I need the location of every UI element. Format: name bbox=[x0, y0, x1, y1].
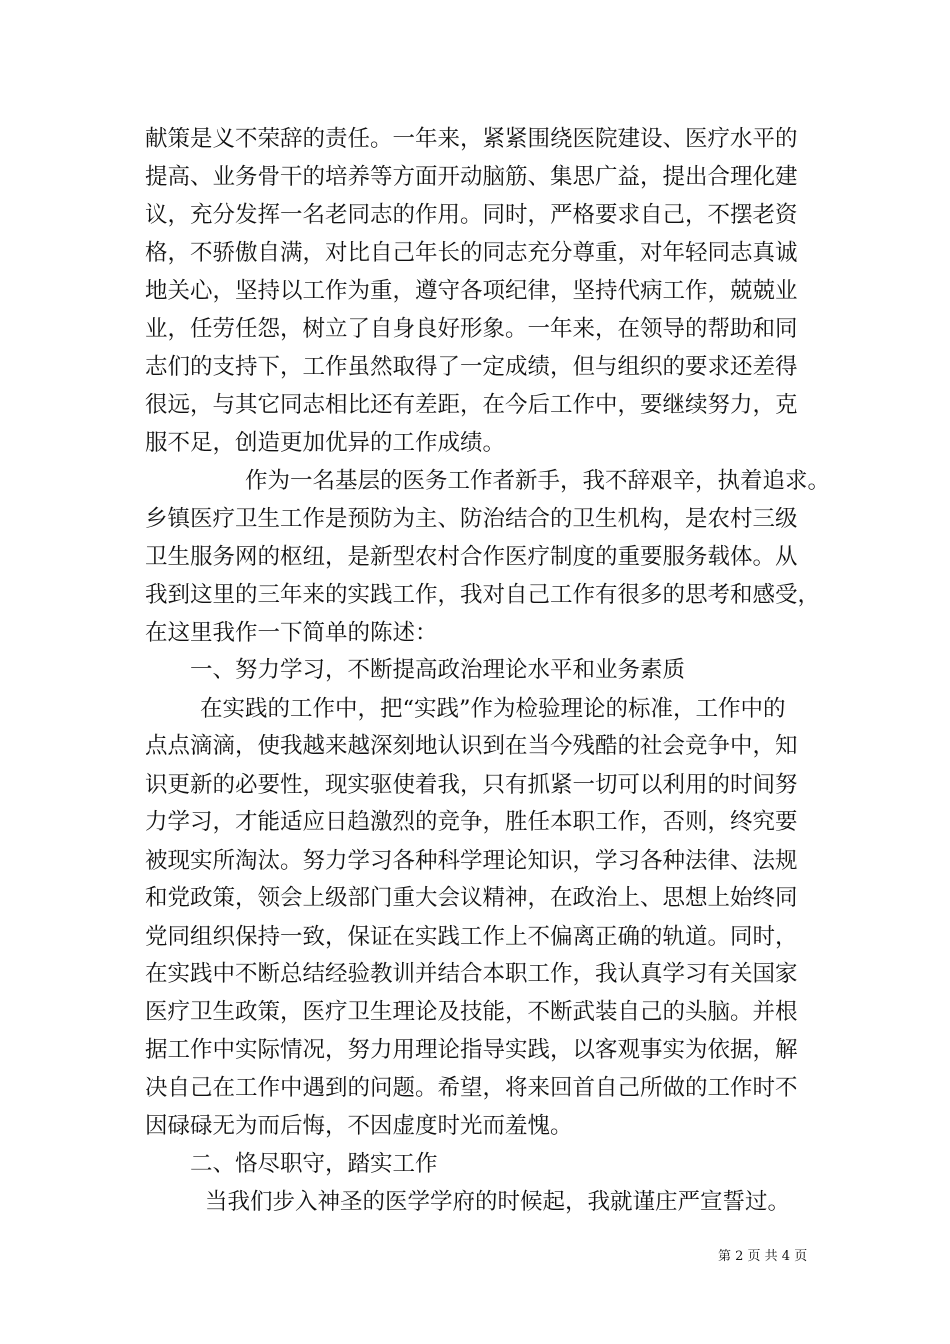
text-line: 地关心，坚持以工作为重，遵守各项纪律，坚持代病工作，兢兢业 bbox=[145, 277, 798, 304]
text-line: 我到这里的三年来的实践工作，我对自己工作有很多的思考和感受， bbox=[145, 581, 821, 608]
text-line: 因碌碌无为而后悔，不因虚度时光而羞愧。 bbox=[145, 1112, 573, 1139]
text-line: 作为一名基层的医务工作者新手，我不辞艰辛，执着追求。 bbox=[245, 468, 831, 495]
text-line: 识更新的必要性，现实驱使着我，只有抓紧一切可以利用的时间努 bbox=[145, 771, 798, 798]
text-line: 服不足，创造更加优异的工作成绩。 bbox=[145, 429, 506, 456]
text-line: 议，充分发挥一名老同志的作用。同时，严格要求自己，不摆老资 bbox=[145, 201, 798, 228]
text-line: 很远，与其它同志相比还有差距，在今后工作中，要继续努力，克 bbox=[145, 392, 798, 419]
text-line: 被现实所淘汰。努力学习各种科学理论知识，学习各种法律、法规 bbox=[145, 847, 798, 874]
text-line: 格，不骄傲自满，对比自己年长的同志充分尊重，对年轻同志真诚 bbox=[145, 240, 798, 267]
text-line: 在实践的工作中，把“实践”作为检验理论的标准，工作中的 bbox=[200, 695, 786, 722]
text-line: 据工作中实际情况，努力用理论指导实践，以客观事实为依据，解 bbox=[145, 1037, 798, 1063]
page-number: 第 2 页 共 4 页 bbox=[718, 1249, 808, 1264]
text-line: 在这里我作一下简单的陈述： bbox=[145, 619, 438, 646]
text-line: 点点滴滴，使我越来越深刻地认识到在当今残酷的社会竞争中，知 bbox=[145, 733, 798, 760]
text-line: 当我们步入神圣的医学学府的时候起，我就谨庄严宣誓过。 bbox=[205, 1188, 791, 1215]
text-line: 力学习，才能适应日趋激烈的竞争，胜任本职工作，否则，终究要 bbox=[145, 809, 798, 836]
text-line: 医疗卫生政策，医疗卫生理论及技能，不断武装自己的头脑。并根 bbox=[145, 999, 798, 1026]
text-line: 决自己在工作中遇到的问题。希望，将来回首自己所做的工作时不 bbox=[145, 1075, 798, 1102]
text-line: 志们的支持下，工作虽然取得了一定成绩，但与组织的要求还差得 bbox=[145, 353, 798, 380]
section-heading: 二、恪尽职守，踏实工作 bbox=[190, 1151, 438, 1178]
text-line: 在实践中不断总结经验教训并结合本职工作，我认真学习有关国家 bbox=[145, 961, 798, 988]
text-line: 乡镇医疗卫生工作是预防为主、防治结合的卫生机构，是农村三级 bbox=[145, 505, 798, 532]
text-line: 和党政策，领会上级部门重大会议精神，在政治上、思想上始终同 bbox=[145, 885, 798, 912]
text-line: 献策是义不荣辞的责任。一年来，紧紧围绕医院建设、医疗水平的 bbox=[145, 126, 798, 152]
text-line: 业，任劳任怨，树立了自身良好形象。一年来，在领导的帮助和同 bbox=[145, 316, 798, 343]
text-line: 党同组织保持一致，保证在实践工作上不偏离正确的轨道。同时， bbox=[145, 923, 798, 950]
text-line: 提高、业务骨干的培养等方面开动脑筋、集思广益，提出合理化建 bbox=[145, 164, 798, 191]
text-line: 卫生服务网的枢纽，是新型农村合作医疗制度的重要服务载体。从 bbox=[145, 543, 798, 570]
section-heading: 一、努力学习，不断提高政治理论水平和业务素质 bbox=[190, 657, 686, 684]
